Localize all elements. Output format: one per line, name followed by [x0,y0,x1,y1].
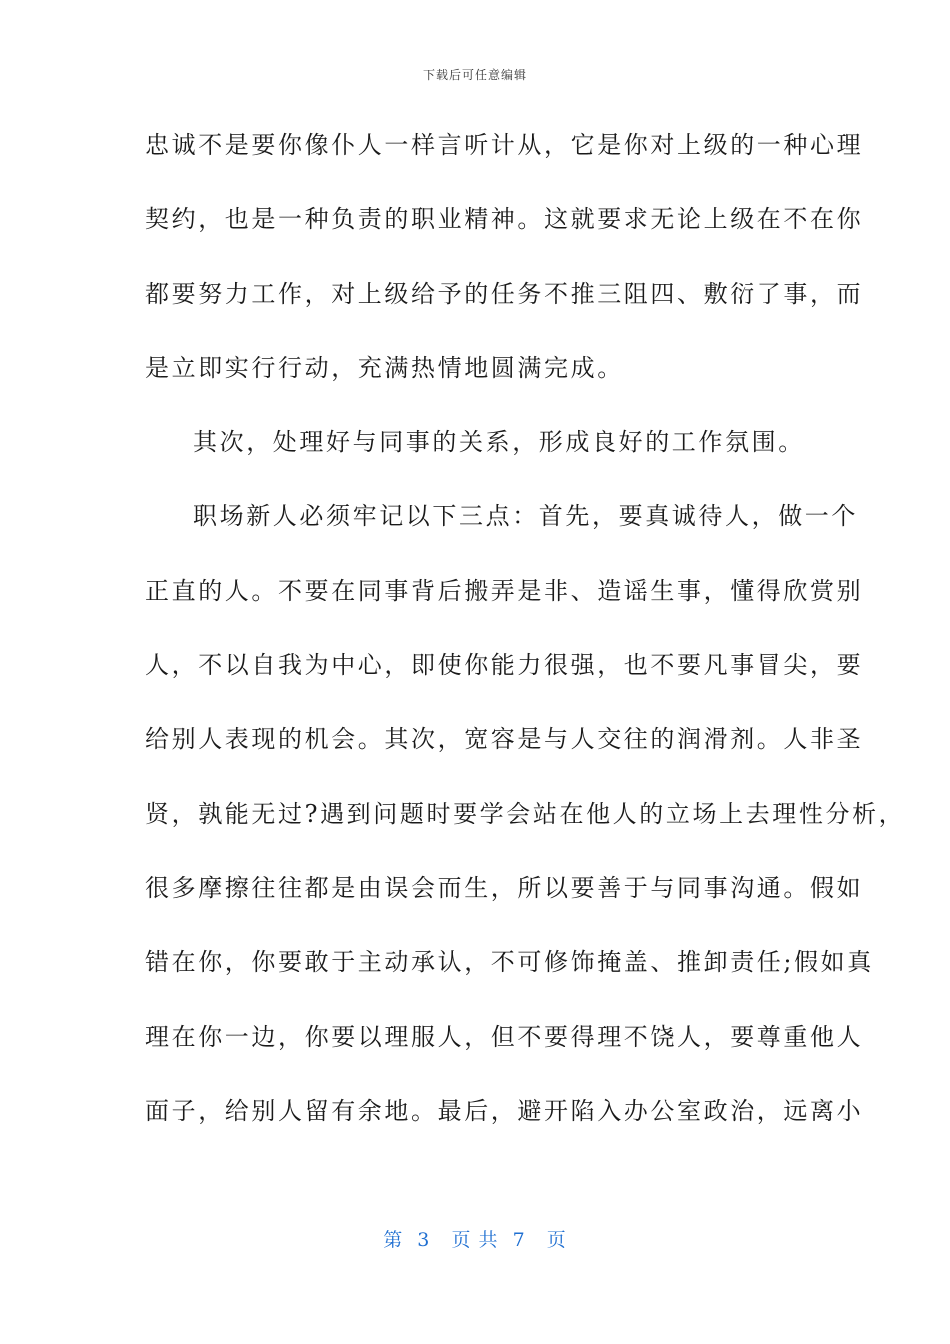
text-line-paragraph-start: 其次，处理好与同事的关系，形成良好的工作氛围。 [193,428,805,457]
text-line: 忠诚不是要你像仆人一样言听计从，它是你对上级的一种心理 [145,131,864,159]
text-line-paragraph-start: 职场新人必须牢记以下三点：首先，要真诚待人，做一个 [193,502,858,531]
text-line: 很多摩擦往往都是由误会而生，所以要善于与同事沟通。假如 [145,873,864,902]
header-note: 下载后可任意编辑 [422,68,527,82]
text-line: 正直的人。不要在同事背后搬弄是非、造谣生事，懂得欣赏别 [145,576,864,605]
text-line: 理在你一边，你要以理服人，但不要得理不饶人，要尊重他人 [145,1022,864,1051]
document-body [145,120,906,1160]
text-line: 给别人表现的机会。其次，宽容是与人交往的润滑剂。人非圣 [145,725,864,754]
text-line: 是立即实行行动，充满热情地圆满完成。 [145,353,624,382]
text-line: 人，不以自我为中心，即使你能力很强，也不要凡事冒尖，要 [145,651,864,680]
text-line: 面子，给别人留有余地。最后，避开陷入办公室政治，远离小 [145,1096,864,1125]
text-line: 契约，也是一种负责的职业精神。这就要求无论上级在不在你 [145,205,864,234]
text-line: 错在你，你要敢于主动承认，不可修饰掩盖、推卸责任;假如真 [145,948,874,977]
text-line: 贤，孰能无过?遇到问题时要学会站在他人的立场上去理性分析， [145,799,906,828]
text-line: 都要努力工作，对上级给予的任务不推三阻四、敷衍了事，而 [145,279,864,308]
page-number-footer: 第 3 页 共 7 页 [383,1229,567,1251]
